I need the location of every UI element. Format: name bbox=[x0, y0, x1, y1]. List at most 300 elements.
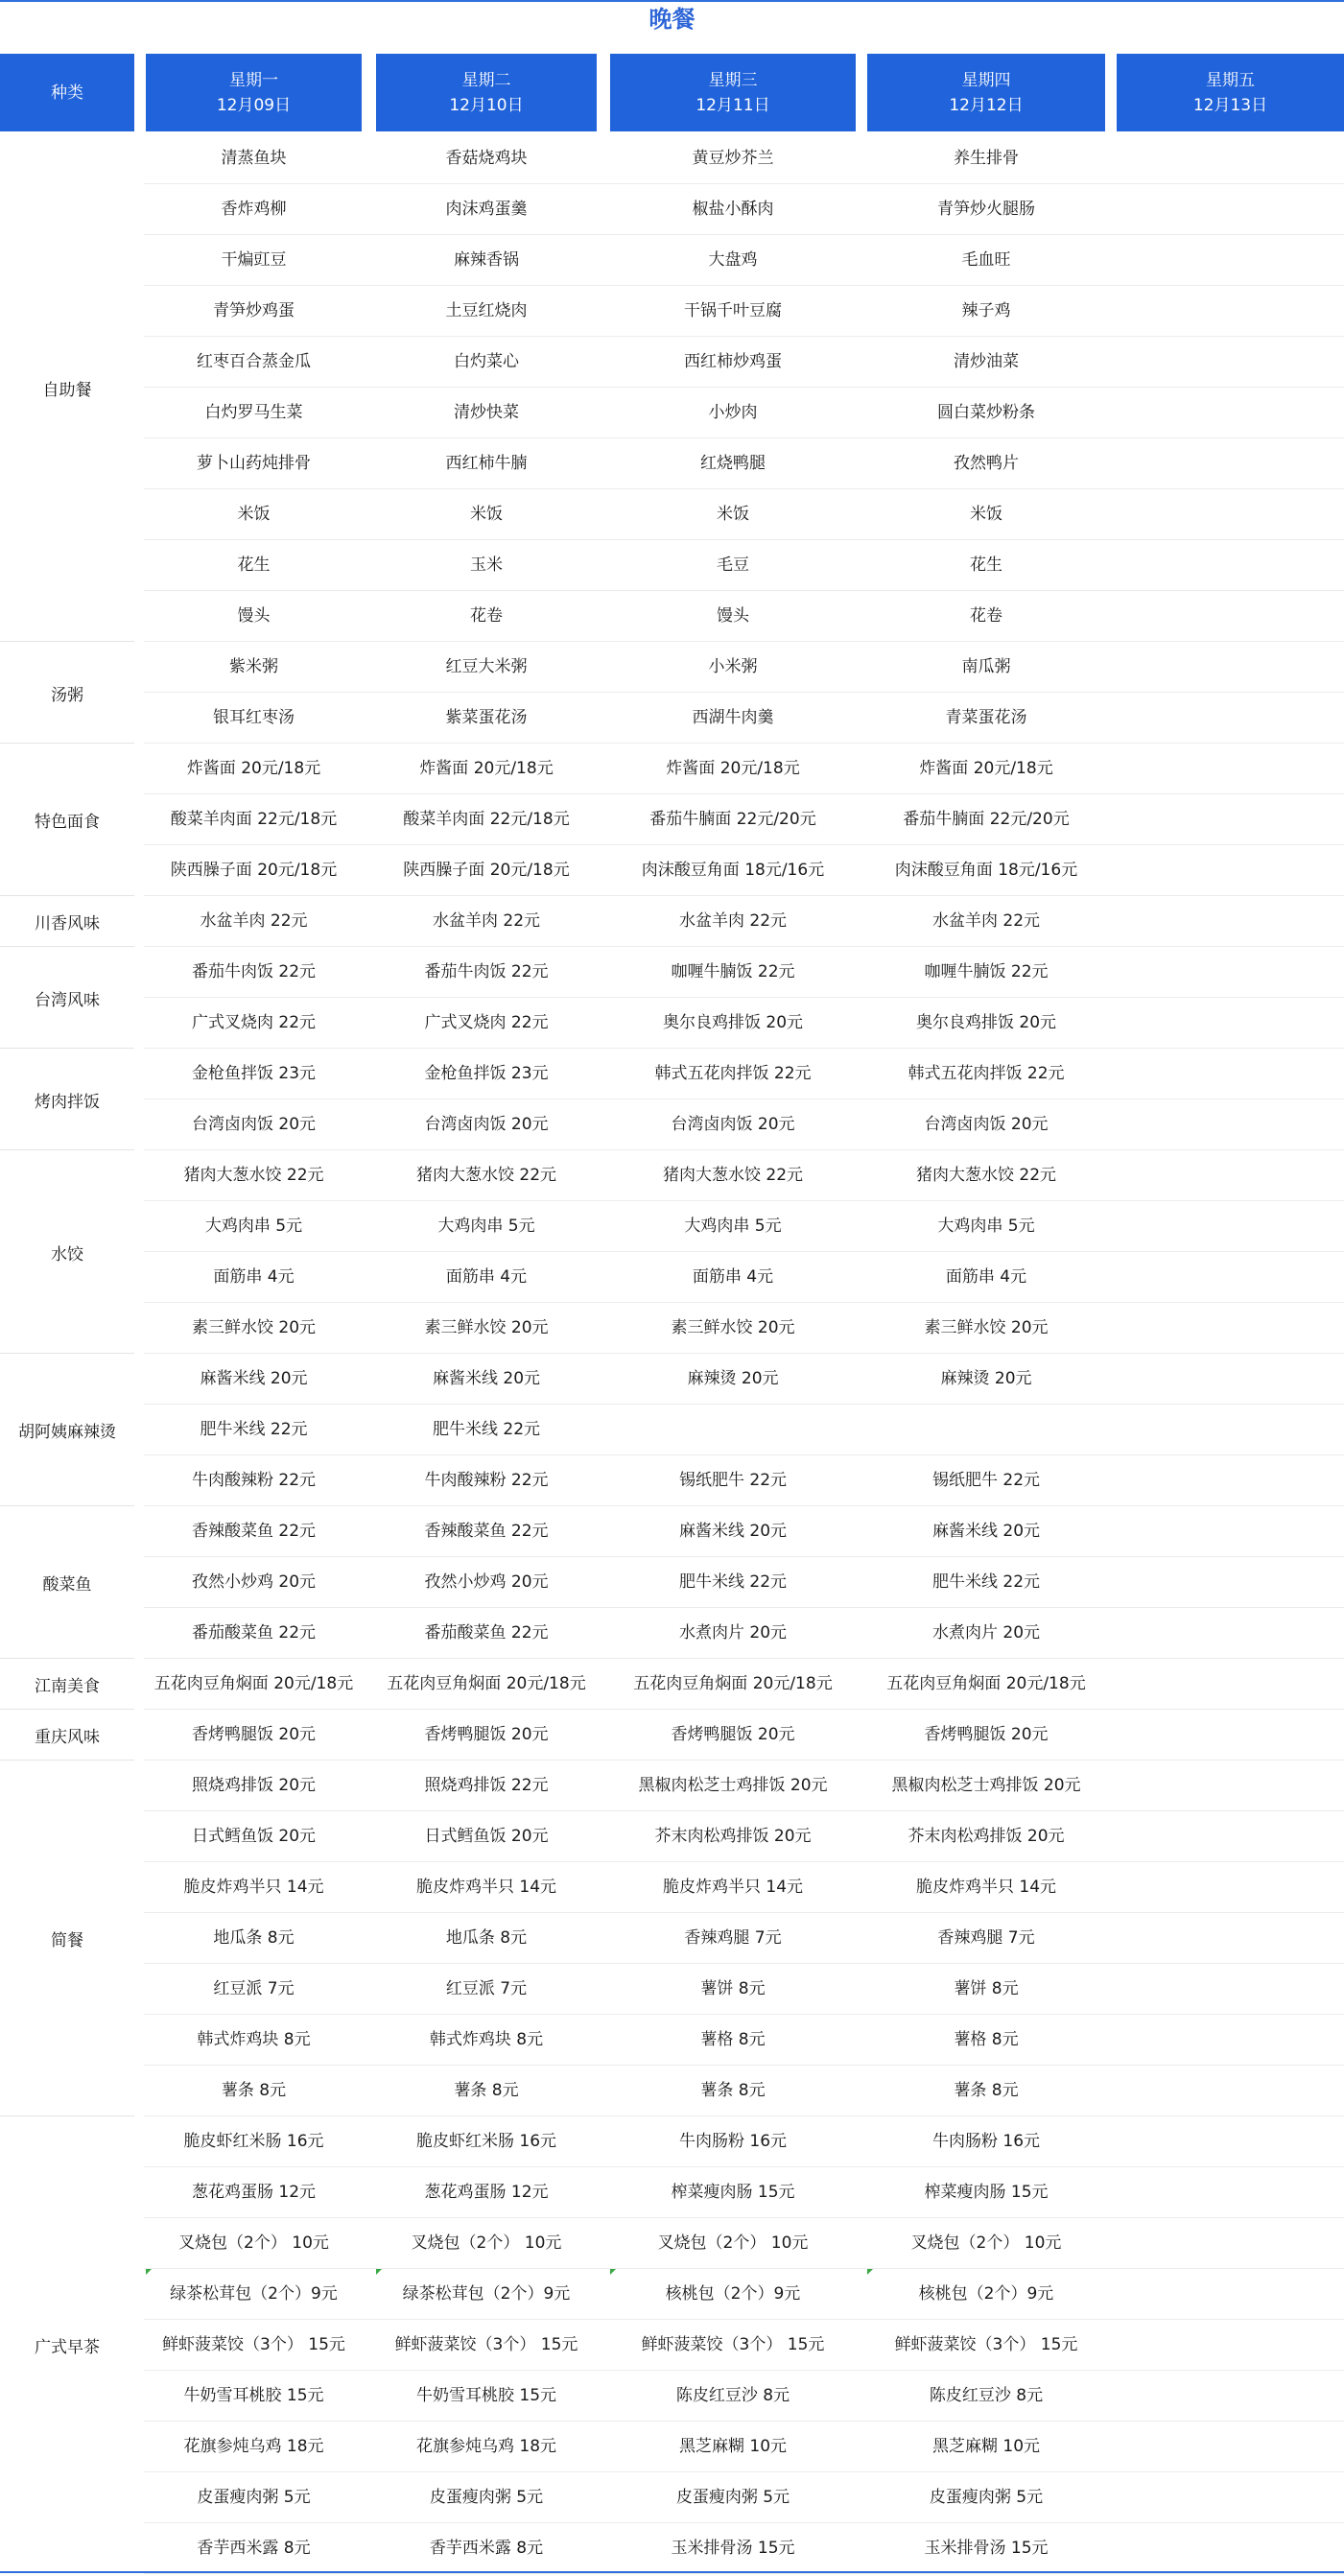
menu-item-cell: 小米粥 bbox=[708, 657, 758, 676]
menu-item-cell: 肉沫鸡蛋羹 bbox=[445, 200, 528, 219]
menu-item-cell: 叉烧包（2个） 10元 bbox=[178, 2233, 329, 2253]
menu-item-cell bbox=[1117, 1964, 1344, 2015]
menu-item-cell: 西红柿炒鸡蛋 bbox=[684, 352, 782, 371]
category-label: 酸菜鱼 bbox=[42, 1575, 92, 1595]
menu-item-cell: 玉米排骨汤 15元 bbox=[671, 2539, 795, 2558]
menu-item-cell: 猪肉大葱水饺 22元 bbox=[415, 1166, 557, 1185]
table-row bbox=[0, 2422, 1344, 2472]
category-label: 江南美食 bbox=[35, 1677, 100, 1696]
menu-item-cell: 葱花鸡蛋肠 12元 bbox=[424, 2183, 549, 2202]
menu-item-cell: 韩式炸鸡块 8元 bbox=[429, 2030, 544, 2049]
table-row bbox=[0, 1964, 1344, 2015]
menu-item-cell bbox=[1117, 2066, 1344, 2116]
menu-item-cell: 椒盐小酥肉 bbox=[692, 200, 774, 219]
menu-item-cell: 绿茶松茸包（2个）9元 bbox=[170, 2284, 338, 2304]
menu-item-cell bbox=[1117, 2015, 1344, 2066]
menu-item-cell bbox=[1117, 1150, 1344, 1201]
menu-item-cell: 香辣酸菜鱼 22元 bbox=[191, 1522, 317, 1541]
menu-item-cell: 脆皮炸鸡半只 14元 bbox=[915, 1878, 1057, 1897]
header-day-monday bbox=[146, 54, 362, 131]
menu-item-cell bbox=[1117, 1354, 1344, 1405]
bottom-rule bbox=[0, 2571, 1344, 2573]
table-row bbox=[0, 235, 1344, 286]
menu-item-cell: 芥末肉松鸡排饭 20元 bbox=[654, 1827, 812, 1846]
menu-item-cell: 花旗参炖乌鸡 18元 bbox=[415, 2437, 557, 2456]
menu-item-cell bbox=[1117, 1761, 1344, 1811]
menu-item-cell bbox=[1117, 1252, 1344, 1303]
table-row bbox=[0, 1455, 1344, 1506]
menu-item-cell: 炸酱面 20元/18元 bbox=[419, 759, 554, 778]
menu-item-cell: 花卷 bbox=[970, 606, 1002, 626]
menu-item-cell: 脆皮炸鸡半只 14元 bbox=[183, 1878, 324, 1897]
menu-item-cell: 薯饼 8元 bbox=[700, 1979, 766, 1998]
menu-item-cell bbox=[1117, 1710, 1344, 1761]
menu-item-cell: 辣子鸡 bbox=[961, 301, 1011, 320]
menu-item-cell: 地瓜条 8元 bbox=[445, 1928, 528, 1948]
menu-item-cell: 鲜虾菠菜饺（3个） 15元 bbox=[894, 2335, 1078, 2354]
menu-item-cell: 素三鲜水饺 20元 bbox=[191, 1318, 317, 1337]
menu-item-cell: 米饭 bbox=[970, 505, 1002, 524]
menu-item-cell bbox=[1117, 794, 1344, 845]
menu-item-cell: 炸酱面 20元/18元 bbox=[919, 759, 1053, 778]
menu-item-cell: 照烧鸡排饭 22元 bbox=[424, 1776, 549, 1795]
menu-item-cell: 金枪鱼拌饭 23元 bbox=[424, 1064, 549, 1083]
menu-item-cell: 大鸡肉串 5元 bbox=[437, 1217, 535, 1236]
menu-item-cell: 香菇烧鸡块 bbox=[445, 149, 528, 168]
menu-item-cell: 牛肉肠粉 16元 bbox=[931, 2132, 1041, 2151]
menu-item-cell: 米饭 bbox=[237, 505, 271, 524]
menu-item-cell bbox=[1117, 845, 1344, 896]
menu-item-cell: 番茄牛腩面 22元/20元 bbox=[903, 810, 1070, 829]
menu-item-cell: 炸酱面 20元/18元 bbox=[666, 759, 800, 778]
menu-item-cell: 干锅千叶豆腐 bbox=[684, 301, 782, 320]
menu-item-cell: 红烧鸭腿 bbox=[700, 454, 766, 473]
menu-item-cell: 番茄酸菜鱼 22元 bbox=[424, 1623, 549, 1642]
header-date: 12月11日 bbox=[696, 95, 770, 115]
header-day-thursday bbox=[867, 54, 1105, 131]
menu-item-cell: 薯格 8元 bbox=[954, 2030, 1019, 2049]
menu-item-cell bbox=[1117, 2472, 1344, 2523]
menu-item-cell: 锡纸肥牛 22元 bbox=[678, 1471, 788, 1490]
menu-item-cell: 面筋串 4元 bbox=[445, 1267, 528, 1287]
menu-item-cell bbox=[1117, 947, 1344, 998]
menu-item-cell: 酸菜羊肉面 22元/18元 bbox=[403, 810, 570, 829]
menu-item-cell: 番茄酸菜鱼 22元 bbox=[191, 1623, 317, 1642]
table-row bbox=[0, 845, 1344, 896]
category-label: 胡阿姨麻辣烫 bbox=[18, 1423, 116, 1442]
menu-item-cell: 脆皮炸鸡半只 14元 bbox=[662, 1878, 804, 1897]
table-row bbox=[0, 1659, 1344, 1710]
table-row bbox=[0, 438, 1344, 489]
menu-item-cell: 水盆羊肉 22元 bbox=[432, 911, 541, 931]
menu-item-cell: 水煮肉片 20元 bbox=[931, 1623, 1041, 1642]
menu-item-cell bbox=[1117, 540, 1344, 591]
menu-item-cell: 脆皮炸鸡半只 14元 bbox=[415, 1878, 557, 1897]
menu-item-cell: 水盆羊肉 22元 bbox=[931, 911, 1041, 931]
menu-item-cell: 麻辣烫 20元 bbox=[687, 1369, 779, 1388]
menu-item-cell: 麻酱米线 20元 bbox=[931, 1522, 1041, 1541]
menu-item-cell: 叉烧包（2个） 10元 bbox=[910, 2233, 1062, 2253]
menu-item-cell: 土豆红烧肉 bbox=[445, 301, 528, 320]
table-row bbox=[0, 388, 1344, 438]
menu-item-cell: 玉米排骨汤 15元 bbox=[924, 2539, 1049, 2558]
menu-item-cell: 养生排骨 bbox=[954, 149, 1019, 168]
table-row bbox=[0, 744, 1344, 794]
table-row bbox=[0, 489, 1344, 540]
menu-item-cell: 番茄牛腩面 22元/20元 bbox=[649, 810, 816, 829]
category-label: 自助餐 bbox=[42, 380, 92, 400]
menu-item-cell: 香辣鸡腿 7元 bbox=[684, 1928, 782, 1948]
menu-table bbox=[0, 133, 1344, 2574]
menu-item-cell: 青菜蛋花汤 bbox=[945, 708, 1027, 727]
menu-item-cell: 台湾卤肉饭 20元 bbox=[191, 1115, 317, 1134]
menu-item-cell: 广式叉烧肉 22元 bbox=[424, 1013, 549, 1032]
menu-item-cell: 香烤鸭腿饭 20元 bbox=[671, 1725, 795, 1744]
header-weekday: 星期一 bbox=[229, 70, 278, 90]
table-row bbox=[0, 1761, 1344, 1811]
menu-item-cell: 香辣鸡腿 7元 bbox=[937, 1928, 1035, 1948]
menu-item-cell: 黑芝麻糊 10元 bbox=[931, 2437, 1041, 2456]
menu-item-cell bbox=[1117, 896, 1344, 947]
menu-item-cell bbox=[1117, 337, 1344, 388]
header-day-tuesday bbox=[376, 54, 597, 131]
header-date: 12月10日 bbox=[449, 95, 524, 115]
menu-item-cell: 奥尔良鸡排饭 20元 bbox=[915, 1013, 1057, 1032]
menu-item-cell: 牛奶雪耳桃胶 15元 bbox=[183, 2386, 324, 2405]
menu-item-cell: 麻辣香锅 bbox=[454, 250, 519, 270]
menu-item-cell: 孜然小炒鸡 20元 bbox=[191, 1572, 317, 1592]
menu-item-cell: 香烤鸭腿饭 20元 bbox=[191, 1725, 317, 1744]
table-row bbox=[0, 693, 1344, 744]
menu-item-cell: 脆皮虾红米肠 16元 bbox=[415, 2132, 557, 2151]
menu-item-cell: 肥牛米线 22元 bbox=[678, 1572, 788, 1592]
menu-item-cell: 五花肉豆角焖面 20元/18元 bbox=[387, 1674, 586, 1693]
table-row bbox=[0, 1303, 1344, 1354]
menu-item-cell: 水煮肉片 20元 bbox=[678, 1623, 788, 1642]
menu-item-cell: 鲜虾菠菜饺（3个） 15元 bbox=[641, 2335, 825, 2354]
table-row bbox=[0, 1608, 1344, 1659]
menu-item-cell: 孜然小炒鸡 20元 bbox=[424, 1572, 549, 1592]
header-day-friday bbox=[1117, 54, 1344, 131]
cell-comment-marker bbox=[376, 2269, 382, 2275]
menu-item-cell: 素三鲜水饺 20元 bbox=[424, 1318, 549, 1337]
menu-item-cell: 奥尔良鸡排饭 20元 bbox=[662, 1013, 804, 1032]
menu-item-cell: 薯饼 8元 bbox=[954, 1979, 1019, 1998]
menu-item-cell: 肥牛米线 22元 bbox=[931, 1572, 1041, 1592]
menu-item-cell bbox=[1117, 1913, 1344, 1964]
menu-item-cell: 面筋串 4元 bbox=[945, 1267, 1027, 1287]
menu-item-cell: 大盘鸡 bbox=[708, 250, 758, 270]
category-label: 广式早茶 bbox=[35, 2338, 100, 2357]
category-label: 重庆风味 bbox=[35, 1728, 100, 1747]
menu-item-cell: 白灼菜心 bbox=[454, 352, 519, 371]
header-weekday: 星期五 bbox=[1206, 70, 1255, 90]
menu-item-cell: 麻酱米线 20元 bbox=[678, 1522, 788, 1541]
table-row bbox=[0, 286, 1344, 337]
table-row bbox=[0, 2066, 1344, 2116]
menu-item-cell: 红豆派 7元 bbox=[445, 1979, 528, 1998]
table-row bbox=[0, 1099, 1344, 1150]
menu-item-cell bbox=[1117, 2218, 1344, 2269]
page-title: 晚餐 bbox=[648, 6, 696, 33]
table-row bbox=[0, 1252, 1344, 1303]
table-row bbox=[0, 2371, 1344, 2422]
menu-item-cell: 香辣酸菜鱼 22元 bbox=[424, 1522, 549, 1541]
menu-item-cell: 紫菜蛋花汤 bbox=[445, 708, 528, 727]
header-date: 12月12日 bbox=[949, 95, 1024, 115]
menu-item-cell bbox=[1117, 388, 1344, 438]
category-label: 汤粥 bbox=[51, 685, 83, 705]
menu-item-cell: 香炸鸡柳 bbox=[221, 200, 287, 219]
menu-item-cell: 台湾卤肉饭 20元 bbox=[924, 1115, 1049, 1134]
menu-item-cell bbox=[1117, 2116, 1344, 2167]
menu-item-cell: 叉烧包（2个） 10元 bbox=[657, 2233, 809, 2253]
table-row bbox=[0, 591, 1344, 642]
menu-item-cell: 五花肉豆角焖面 20元/18元 bbox=[633, 1674, 833, 1693]
table-row bbox=[0, 2116, 1344, 2167]
menu-item-cell: 圆白菜炒粉条 bbox=[937, 403, 1035, 422]
table-row bbox=[0, 1506, 1344, 1557]
table-row bbox=[0, 1557, 1344, 1608]
menu-item-cell: 毛血旺 bbox=[961, 250, 1011, 270]
menu-item-cell: 韩式五花肉拌饭 22元 bbox=[908, 1064, 1065, 1083]
menu-item-cell: 广式叉烧肉 22元 bbox=[191, 1013, 317, 1032]
table-row bbox=[0, 1049, 1344, 1099]
menu-item-cell: 面筋串 4元 bbox=[692, 1267, 774, 1287]
menu-item-cell: 五花肉豆角焖面 20元/18元 bbox=[886, 1674, 1086, 1693]
menu-item-cell: 清炒快菜 bbox=[454, 403, 519, 422]
menu-item-cell: 陕西臊子面 20元/18元 bbox=[403, 861, 570, 880]
menu-item-cell bbox=[1117, 642, 1344, 693]
menu-item-cell: 水盆羊肉 22元 bbox=[678, 911, 788, 931]
menu-item-cell: 五花肉豆角焖面 20元/18元 bbox=[153, 1674, 354, 1693]
table-row bbox=[0, 2523, 1344, 2574]
menu-item-cell bbox=[1117, 2167, 1344, 2218]
category-label: 水饺 bbox=[51, 1244, 83, 1264]
header-weekday: 星期三 bbox=[708, 70, 758, 90]
header-date: 12月09日 bbox=[216, 95, 292, 115]
menu-item-cell: 红枣百合蒸金瓜 bbox=[197, 352, 311, 371]
header-date: 12月13日 bbox=[1192, 95, 1268, 115]
menu-item-cell: 日式鳕鱼饭 20元 bbox=[424, 1827, 549, 1846]
menu-item-cell: 猪肉大葱水饺 22元 bbox=[915, 1166, 1057, 1185]
menu-item-cell: 素三鲜水饺 20元 bbox=[924, 1318, 1049, 1337]
menu-item-cell bbox=[1117, 1049, 1344, 1099]
cell-comment-marker bbox=[867, 2269, 873, 2275]
menu-item-cell bbox=[1117, 133, 1344, 184]
menu-item-cell: 薯条 8元 bbox=[221, 2081, 287, 2100]
table-row bbox=[0, 1201, 1344, 1252]
menu-item-cell: 黑芝麻糊 10元 bbox=[678, 2437, 788, 2456]
menu-item-cell: 咖喱牛腩饭 22元 bbox=[671, 962, 795, 981]
menu-item-cell bbox=[1117, 1608, 1344, 1659]
table-row bbox=[0, 184, 1344, 235]
menu-item-cell: 清蒸鱼块 bbox=[221, 149, 287, 168]
table-row bbox=[0, 1354, 1344, 1405]
table-row bbox=[0, 794, 1344, 845]
header-category-label: 种类 bbox=[51, 83, 83, 103]
menu-item-cell: 南瓜粥 bbox=[961, 657, 1011, 676]
menu-item-cell: 薯条 8元 bbox=[700, 2081, 766, 2100]
menu-item-cell: 青笋炒鸡蛋 bbox=[213, 301, 295, 320]
menu-item-cell bbox=[1117, 1303, 1344, 1354]
menu-item-cell bbox=[1117, 1557, 1344, 1608]
table-row bbox=[0, 1710, 1344, 1761]
table-row bbox=[0, 2167, 1344, 2218]
menu-item-cell: 麻辣烫 20元 bbox=[940, 1369, 1032, 1388]
table-row bbox=[0, 1862, 1344, 1913]
menu-item-cell: 猪肉大葱水饺 22元 bbox=[662, 1166, 804, 1185]
table-row bbox=[0, 1405, 1344, 1455]
menu-item-cell: 锡纸肥牛 22元 bbox=[931, 1471, 1041, 1490]
menu-item-cell: 黄豆炒芥兰 bbox=[692, 149, 774, 168]
menu-item-cell: 日式鳕鱼饭 20元 bbox=[191, 1827, 317, 1846]
menu-item-cell: 薯条 8元 bbox=[954, 2081, 1019, 2100]
menu-item-cell: 皮蛋瘦肉粥 5元 bbox=[675, 2488, 790, 2507]
menu-item-cell: 香烤鸭腿饭 20元 bbox=[424, 1725, 549, 1744]
menu-item-cell: 麻酱米线 20元 bbox=[432, 1369, 541, 1388]
menu-item-cell: 韩式炸鸡块 8元 bbox=[197, 2030, 311, 2049]
table-row bbox=[0, 998, 1344, 1049]
menu-item-cell bbox=[1117, 2422, 1344, 2472]
menu-item-cell: 牛肉肠粉 16元 bbox=[678, 2132, 788, 2151]
menu-item-cell: 红豆派 7元 bbox=[213, 1979, 295, 1998]
menu-item-cell bbox=[1117, 1455, 1344, 1506]
menu-item-cell: 牛肉酸辣粉 22元 bbox=[191, 1471, 317, 1490]
menu-item-cell: 陈皮红豆沙 8元 bbox=[675, 2386, 790, 2405]
table-row bbox=[0, 2472, 1344, 2523]
menu-item-cell: 韩式五花肉拌饭 22元 bbox=[654, 1064, 812, 1083]
menu-item-cell bbox=[1117, 184, 1344, 235]
table-row bbox=[0, 1150, 1344, 1201]
menu-item-cell: 黑椒肉松芝士鸡排饭 20元 bbox=[638, 1776, 828, 1795]
menu-item-cell: 玉米 bbox=[470, 555, 503, 575]
menu-item-cell: 酸菜羊肉面 22元/18元 bbox=[170, 810, 338, 829]
menu-item-cell bbox=[1117, 2371, 1344, 2422]
menu-item-cell: 榨菜瘦肉肠 15元 bbox=[671, 2183, 795, 2202]
menu-item-cell: 脆皮虾红米肠 16元 bbox=[183, 2132, 324, 2151]
menu-item-cell bbox=[1117, 438, 1344, 489]
menu-item-cell: 薯条 8元 bbox=[454, 2081, 519, 2100]
menu-item-cell: 馒头 bbox=[237, 606, 271, 626]
menu-item-cell: 咖喱牛腩饭 22元 bbox=[924, 962, 1049, 981]
menu-item-cell: 白灼罗马生菜 bbox=[204, 403, 303, 422]
header-weekday: 星期四 bbox=[961, 70, 1011, 90]
menu-item-cell: 皮蛋瘦肉粥 5元 bbox=[429, 2488, 544, 2507]
menu-item-cell: 鲜虾菠菜饺（3个） 15元 bbox=[162, 2335, 345, 2354]
menu-item-cell bbox=[1117, 693, 1344, 744]
menu-item-cell: 番茄牛肉饭 22元 bbox=[191, 962, 317, 981]
menu-item-cell: 核桃包（2个）9元 bbox=[665, 2284, 801, 2304]
menu-item-cell: 榨菜瘦肉肠 15元 bbox=[924, 2183, 1049, 2202]
menu-item-cell bbox=[1117, 591, 1344, 642]
cell-comment-marker bbox=[146, 2269, 152, 2275]
menu-item-cell bbox=[1117, 1506, 1344, 1557]
menu-item-cell bbox=[1117, 489, 1344, 540]
table-row bbox=[0, 896, 1344, 947]
table-row bbox=[0, 2218, 1344, 2269]
category-label: 川香风味 bbox=[35, 914, 100, 934]
menu-item-cell: 鲜虾菠菜饺（3个） 15元 bbox=[394, 2335, 578, 2354]
menu-item-cell: 台湾卤肉饭 20元 bbox=[671, 1115, 795, 1134]
menu-item-cell: 地瓜条 8元 bbox=[213, 1928, 295, 1948]
menu-item-cell: 芥末肉松鸡排饭 20元 bbox=[908, 1827, 1065, 1846]
table-row bbox=[0, 642, 1344, 693]
menu-item-cell: 肉沫酸豆角面 18元/16元 bbox=[894, 861, 1078, 880]
menu-item-cell: 葱花鸡蛋肠 12元 bbox=[191, 2183, 317, 2202]
header-category-cell bbox=[0, 54, 134, 131]
menu-item-cell bbox=[1117, 1862, 1344, 1913]
menu-item-cell: 面筋串 4元 bbox=[213, 1267, 295, 1287]
menu-item-cell: 花生 bbox=[970, 555, 1002, 575]
menu-item-cell: 番茄牛肉饭 22元 bbox=[424, 962, 549, 981]
menu-item-cell: 米饭 bbox=[470, 505, 503, 524]
menu-item-cell: 清炒油菜 bbox=[954, 352, 1019, 371]
menu-item-cell bbox=[1117, 1099, 1344, 1150]
menu-item-cell: 大鸡肉串 5元 bbox=[937, 1217, 1035, 1236]
menu-item-cell: 肥牛米线 22元 bbox=[200, 1420, 308, 1439]
menu-item-cell: 花生 bbox=[237, 555, 271, 575]
menu-item-cell: 大鸡肉串 5元 bbox=[684, 1217, 782, 1236]
menu-item-cell bbox=[1117, 744, 1344, 794]
menu-item-cell: 炸酱面 20元/18元 bbox=[186, 759, 321, 778]
table-row bbox=[0, 540, 1344, 591]
menu-item-cell: 金枪鱼拌饭 23元 bbox=[191, 1064, 317, 1083]
menu-item-cell: 萝卜山药炖排骨 bbox=[197, 454, 311, 473]
menu-item-cell: 紫米粥 bbox=[229, 657, 278, 676]
menu-item-cell bbox=[1117, 2523, 1344, 2574]
menu-item-cell: 孜然鸭片 bbox=[954, 454, 1019, 473]
menu-item-cell: 照烧鸡排饭 20元 bbox=[191, 1776, 317, 1795]
menu-item-cell: 干煸豇豆 bbox=[221, 250, 287, 270]
category-label: 简餐 bbox=[51, 1931, 83, 1950]
menu-item-cell: 素三鲜水饺 20元 bbox=[671, 1318, 795, 1337]
menu-item-cell: 馒头 bbox=[717, 606, 749, 626]
cell-comment-marker bbox=[610, 2269, 616, 2275]
menu-item-cell: 小炒肉 bbox=[708, 403, 758, 422]
menu-item-cell: 肉沫酸豆角面 18元/16元 bbox=[641, 861, 825, 880]
menu-item-cell: 青笋炒火腿肠 bbox=[937, 200, 1035, 219]
menu-item-cell: 米饭 bbox=[717, 505, 749, 524]
menu-item-cell: 绿茶松茸包（2个）9元 bbox=[402, 2284, 571, 2304]
table-row bbox=[0, 2320, 1344, 2371]
menu-item-cell bbox=[610, 1405, 856, 1455]
menu-item-cell: 银耳红枣汤 bbox=[213, 708, 295, 727]
menu-item-cell: 毛豆 bbox=[717, 555, 749, 575]
menu-item-cell bbox=[1117, 1201, 1344, 1252]
menu-item-cell: 牛奶雪耳桃胶 15元 bbox=[415, 2386, 557, 2405]
menu-item-cell bbox=[1117, 1659, 1344, 1710]
menu-item-cell: 大鸡肉串 5元 bbox=[204, 1217, 303, 1236]
menu-item-cell: 麻酱米线 20元 bbox=[200, 1369, 308, 1388]
header-weekday: 星期二 bbox=[461, 70, 511, 90]
menu-item-cell: 花旗参炖乌鸡 18元 bbox=[183, 2437, 324, 2456]
menu-item-cell: 陕西臊子面 20元/18元 bbox=[170, 861, 338, 880]
menu-item-cell: 陈皮红豆沙 8元 bbox=[929, 2386, 1044, 2405]
menu-item-cell: 台湾卤肉饭 20元 bbox=[424, 1115, 549, 1134]
menu-item-cell: 西红柿牛腩 bbox=[445, 454, 528, 473]
menu-item-cell bbox=[1117, 235, 1344, 286]
menu-item-cell: 猪肉大葱水饺 22元 bbox=[183, 1166, 324, 1185]
table-row bbox=[0, 1913, 1344, 1964]
menu-item-cell: 西湖牛肉羹 bbox=[692, 708, 774, 727]
header-day-wednesday bbox=[610, 54, 856, 131]
table-row bbox=[0, 133, 1344, 184]
menu-item-cell: 水盆羊肉 22元 bbox=[200, 911, 308, 931]
category-label: 烤肉拌饭 bbox=[35, 1092, 100, 1112]
menu-item-cell bbox=[1117, 1811, 1344, 1862]
table-row bbox=[0, 1811, 1344, 1862]
